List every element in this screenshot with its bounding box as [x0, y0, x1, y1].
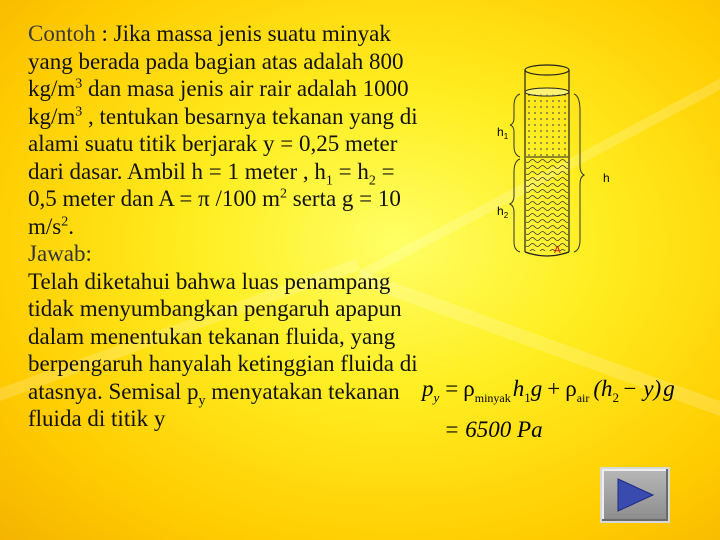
label-h: h	[603, 171, 610, 185]
oil-layer	[526, 92, 568, 157]
jawab-heading: Jawab:	[28, 241, 92, 266]
label-h2: $h_2$	[497, 204, 509, 220]
subscript: 2	[368, 173, 376, 189]
problem-text: .	[68, 213, 74, 239]
brace-h1	[510, 94, 520, 157]
answer-paragraph	[28, 268, 423, 433]
superscript: 2	[280, 186, 288, 202]
play-triangle-icon	[615, 477, 655, 513]
container-figure	[490, 56, 630, 266]
superscript: 3	[75, 76, 83, 92]
point-a-label: A	[554, 245, 561, 256]
problem-text: dan masa jenis air rair adalah 1000 kg/m	[28, 76, 409, 129]
slide-text	[28, 20, 423, 433]
cylinder-bottom	[525, 252, 569, 256]
brace-h2	[510, 159, 520, 252]
problem-text: = h	[332, 158, 369, 184]
formula-line-2: = 6500 Pa	[444, 417, 543, 442]
cylinder-top	[525, 65, 569, 75]
answer-text: menyatakan tekanan fluida di titik y	[28, 378, 400, 431]
problem-text: = 0,5 meter dan A = π /100 m	[28, 158, 395, 211]
brace-h	[574, 94, 584, 252]
problem-text: serta g = 10 m/s	[28, 186, 401, 239]
problem-paragraph	[28, 20, 423, 240]
subscript: y	[198, 393, 206, 409]
superscript: 2	[61, 213, 69, 229]
colon: :	[95, 21, 114, 46]
superscript: 3	[75, 103, 83, 119]
formula-line-1: $p_y = \rho_{minyak}h_1g + \rho_{air}$ $(h_2 - y)g$	[422, 376, 675, 405]
contoh-label: Contoh	[28, 21, 96, 46]
subscript: 1	[325, 173, 333, 189]
answer-text: Telah diketahui bahwa luas penampang tidak menyumbangkan pengaruh apapun dalam menentukan tekanan fluida, yang berpengaruh hanyalah ketinggian fluida di atasnya. Semisal p	[28, 268, 418, 404]
oil-surface	[525, 88, 569, 96]
problem-text: , tentukan besarnya tekanan yang di alami suatu titik berjarak y = 0,25 meter dari dasar. Ambil h = 1 meter , h	[28, 103, 418, 184]
problem-text: Jika massa jenis suatu minyak yang berada pada bagian atas adalah 800 kg/m	[28, 21, 404, 101]
water-layer	[526, 157, 568, 251]
container-diagram	[490, 56, 630, 266]
formula-graphic	[418, 370, 718, 450]
label-h1: $h_1$	[497, 125, 509, 141]
pressure-formula	[418, 370, 718, 450]
next-slide-button[interactable]	[600, 467, 670, 523]
